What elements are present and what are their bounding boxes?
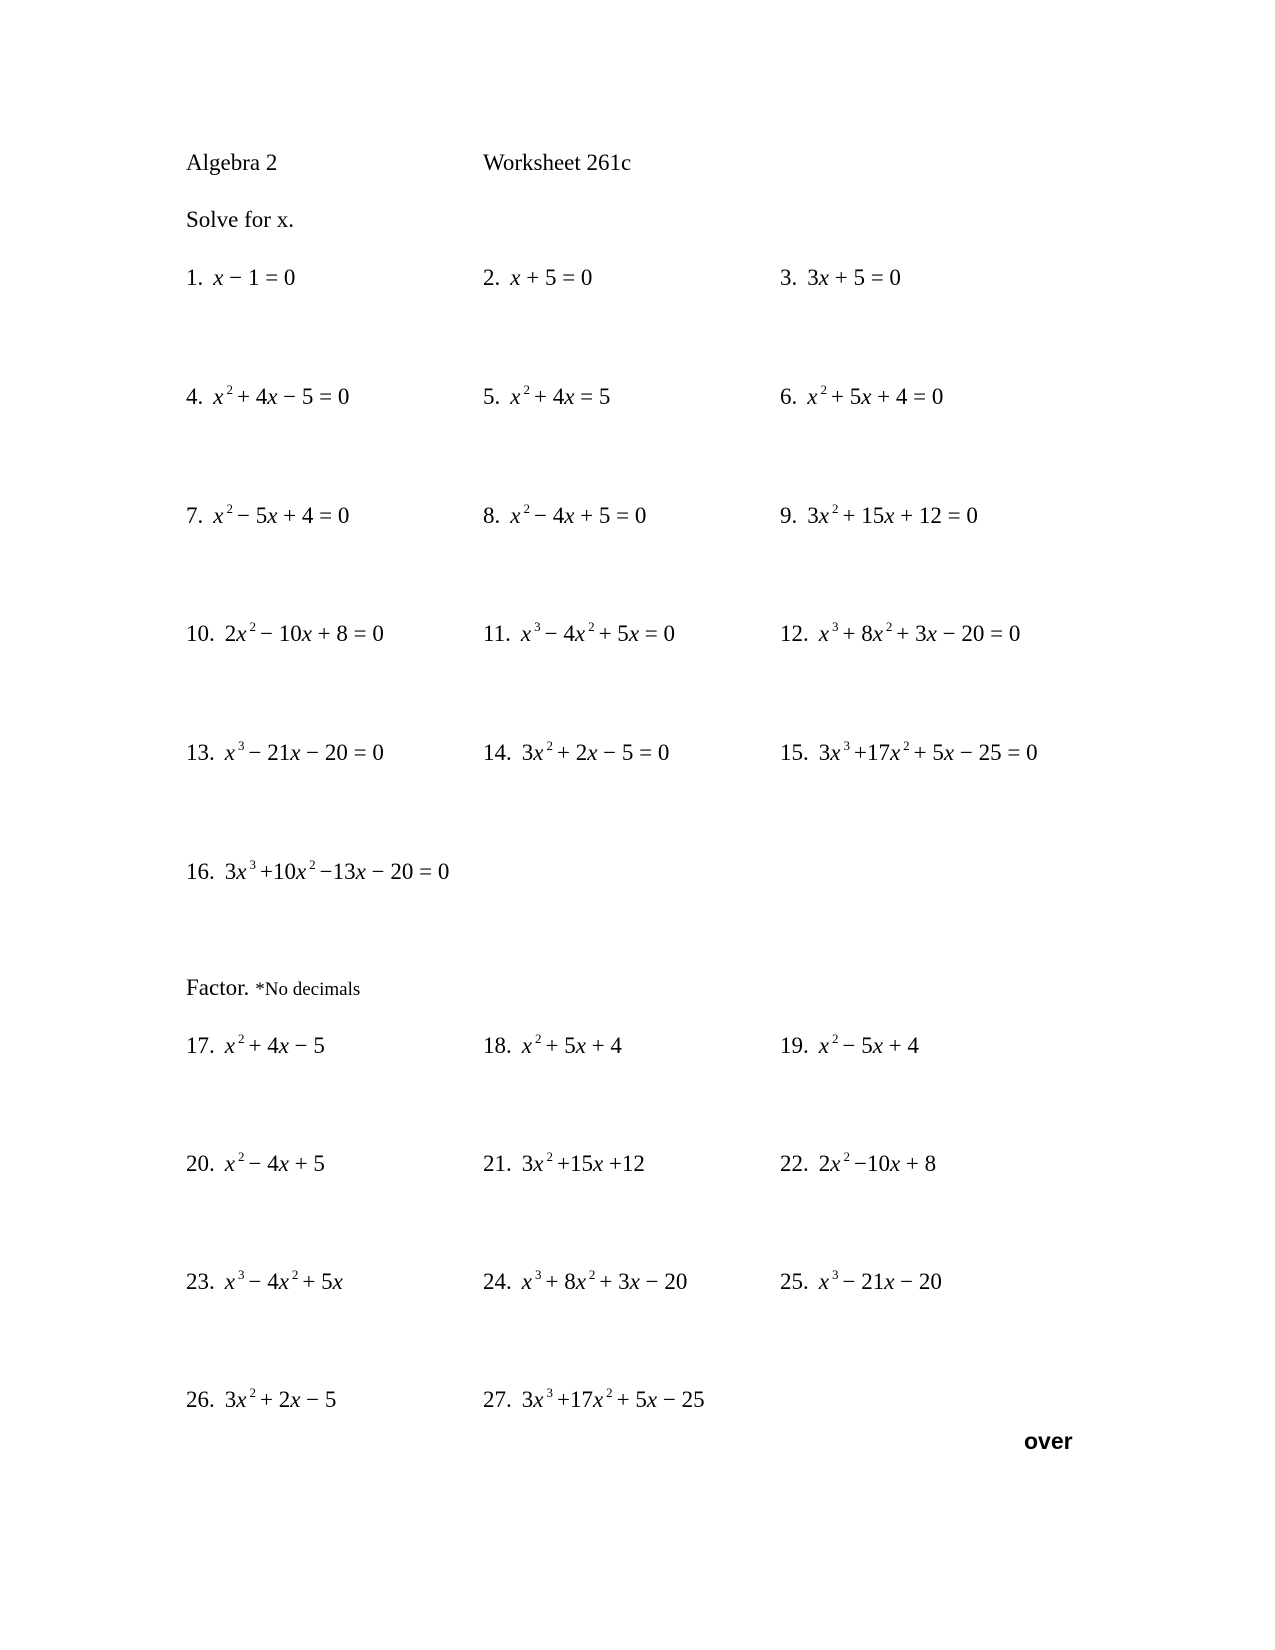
problem-number: 17. <box>186 1033 215 1058</box>
problem-expression: x $^3$ − 4x $^2$ + 5x <box>224 1267 343 1294</box>
problem-expression: x $^2$ + 4x − 5 = 0 <box>213 382 350 409</box>
problem-9 <box>780 502 978 533</box>
problem-expression: x $^3$ − 21x − 20 <box>818 1267 942 1294</box>
problem-expression: x $^2$ + 4x − 5 <box>224 1031 325 1058</box>
problem-16 <box>186 858 449 889</box>
problem-20 <box>186 1150 325 1181</box>
problem-1 <box>186 264 295 292</box>
problem-number: 14. <box>483 740 512 765</box>
problem-number: 12. <box>780 621 809 646</box>
problem-13 <box>186 739 384 770</box>
problem-number: 22. <box>780 1151 809 1176</box>
problem-expression: 3x + 5 = 0 <box>807 265 901 290</box>
problem-18 <box>483 1032 622 1063</box>
problem-expression: x $^2$ − 5x + 4 <box>818 1031 919 1058</box>
problem-expression: 3x $^3$ +17x $^2$ + 5x − 25 = 0 <box>818 738 1038 765</box>
problem-number: 1. <box>186 265 204 290</box>
problem-number: 5. <box>483 384 501 409</box>
solve-instruction: Solve for x. <box>186 207 294 232</box>
problem-21 <box>483 1150 645 1181</box>
course-title: Algebra 2 <box>186 150 278 175</box>
problem-27 <box>483 1386 705 1417</box>
problem-expression: 3x $^3$ +17x $^2$ + 5x − 25 <box>521 1385 705 1412</box>
problem-expression: x $^2$ − 4x + 5 = 0 <box>510 501 647 528</box>
problem-23 <box>186 1268 343 1299</box>
problem-expression: x $^3$ + 8x $^2$ + 3x − 20 <box>521 1267 688 1294</box>
problem-number: 10. <box>186 621 215 646</box>
factor-note: *No decimals <box>255 979 361 1000</box>
problem-number: 2. <box>483 265 501 290</box>
problem-19 <box>780 1032 919 1063</box>
problem-expression: 3x $^3$ +10x $^2$ −13x − 20 = 0 <box>224 857 450 884</box>
problem-22 <box>780 1150 936 1181</box>
problem-number: 21. <box>483 1151 512 1176</box>
problem-17 <box>186 1032 325 1063</box>
problem-8 <box>483 502 646 533</box>
problem-expression: x − 1 = 0 <box>213 265 296 290</box>
problem-number: 16. <box>186 859 215 884</box>
problem-expression: x $^2$ − 5x + 4 = 0 <box>213 501 350 528</box>
problem-number: 8. <box>483 503 501 528</box>
problem-12 <box>780 620 1020 651</box>
problem-3 <box>780 264 901 292</box>
over-label: over <box>1024 1428 1073 1454</box>
problem-expression: x $^2$ + 4x = 5 <box>510 382 611 409</box>
problem-expression: x $^3$ − 21x − 20 = 0 <box>224 738 384 765</box>
problem-15 <box>780 739 1038 770</box>
problem-number: 11. <box>483 621 511 646</box>
problem-number: 7. <box>186 503 204 528</box>
problem-expression: x $^2$ + 5x + 4 = 0 <box>807 382 944 409</box>
problem-4 <box>186 383 349 414</box>
problem-expression: 3x $^2$ +15x +12 <box>521 1149 645 1176</box>
problem-expression: 2x $^2$ − 10x + 8 = 0 <box>224 619 384 646</box>
problem-expression: 3x $^2$ + 2x − 5 <box>224 1385 337 1412</box>
worksheet-title: Worksheet 261c <box>483 150 632 175</box>
problem-number: 3. <box>780 265 798 290</box>
problem-number: 18. <box>483 1033 512 1058</box>
problem-26 <box>186 1386 336 1417</box>
problem-expression: x $^2$ − 4x + 5 <box>224 1149 325 1176</box>
problem-number: 20. <box>186 1151 215 1176</box>
problem-24 <box>483 1268 687 1299</box>
problem-11 <box>483 620 675 651</box>
problem-14 <box>483 739 669 770</box>
problem-25 <box>780 1268 942 1299</box>
problem-expression: x + 5 = 0 <box>510 265 593 290</box>
problem-number: 9. <box>780 503 798 528</box>
problem-expression: 3x $^2$ + 15x + 12 = 0 <box>807 501 978 528</box>
problem-10 <box>186 620 384 651</box>
factor-instruction: Factor. <box>186 975 250 1000</box>
problem-number: 27. <box>483 1387 512 1412</box>
problem-number: 19. <box>780 1033 809 1058</box>
problem-number: 26. <box>186 1387 215 1412</box>
problem-2 <box>483 264 592 292</box>
problem-number: 6. <box>780 384 798 409</box>
problem-5 <box>483 383 610 414</box>
problem-6 <box>780 383 943 414</box>
problem-expression: 2x $^2$ −10x + 8 <box>818 1149 937 1176</box>
problem-number: 13. <box>186 740 215 765</box>
factor-instruction-line <box>186 974 360 1004</box>
problem-number: 4. <box>186 384 204 409</box>
problem-number: 25. <box>780 1269 809 1294</box>
problem-expression: x $^2$ + 5x + 4 <box>521 1031 622 1058</box>
problem-7 <box>186 502 349 533</box>
problem-expression: x $^3$ + 8x $^2$ + 3x − 20 = 0 <box>818 619 1021 646</box>
problem-number: 23. <box>186 1269 215 1294</box>
problem-number: 15. <box>780 740 809 765</box>
problem-expression: 3x $^2$ + 2x − 5 = 0 <box>521 738 670 765</box>
problem-expression: x $^3$ − 4x $^2$ + 5x = 0 <box>520 619 676 646</box>
problem-number: 24. <box>483 1269 512 1294</box>
